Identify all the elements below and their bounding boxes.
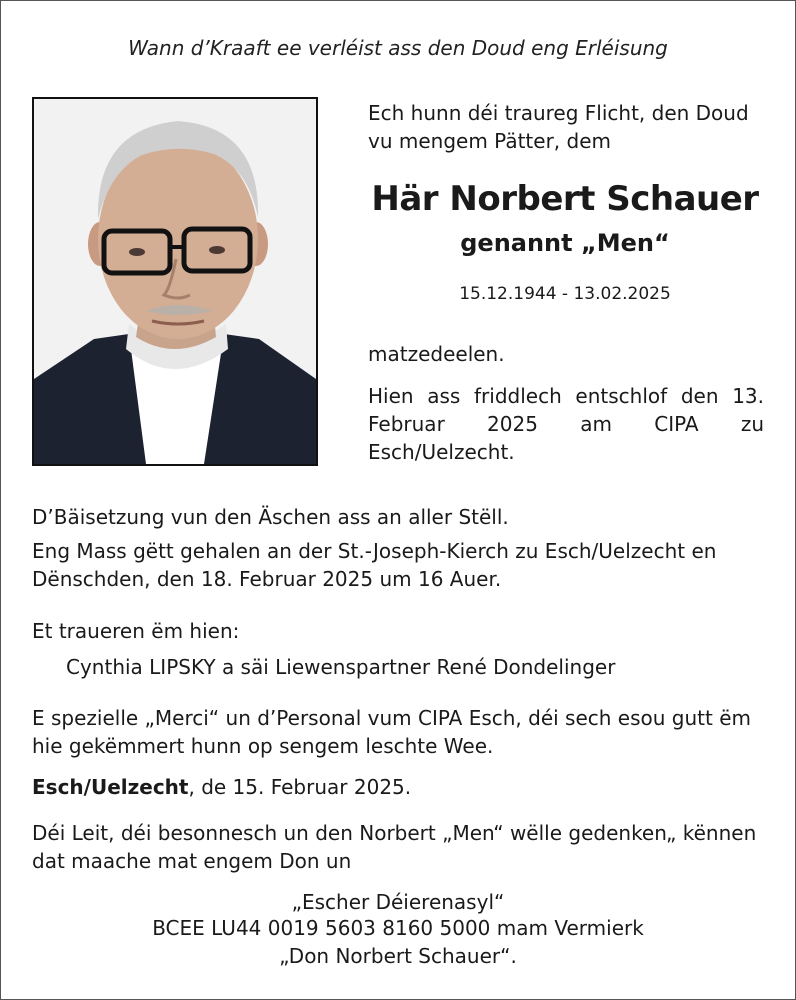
donation-intro: Déi Leit, déi besonnesch un den Norbert „Men“ wëlle gedenken„ kënnen dat maache mat engem Don un — [32, 821, 757, 873]
burial-info: D’Bäisetzung vun den Äschen ass an aller Stëll. — [32, 505, 509, 529]
place-date: , de 15. Februar 2025. — [188, 775, 412, 799]
death-notice: Hien ass friddlech entschlof den 13. Februar 2025 am CIPA zu Esch/Uelzecht. — [368, 384, 764, 464]
thanks-text: E spezielle „Merci“ un d’Personal vum CIPA Esch, déi sech esou gutt ëm hie gekëmmert hunn op sengem leschte Wee. — [32, 706, 752, 758]
mourner-name: Cynthia LIPSKY a säi Liewenspartner René Dondelinger — [66, 655, 616, 679]
mourners-intro: Et traueren ëm hien: — [32, 619, 240, 643]
mass-info: Eng Mass gëtt gehalen an der St.-Joseph-Kierch zu Esch/Uelzecht en Dënschden, den 18. Februar 2025 um 16 Auer. — [32, 539, 717, 591]
donation-recipient: „Escher Déierenasyl“ — [291, 890, 505, 914]
intro-text: Ech hunn déi traureg Flicht, den Doud vu mengem Pätter, dem — [368, 101, 749, 153]
deceased-name: Här Norbert Schauer — [371, 179, 759, 219]
announcement-ending: matzedeelen. — [368, 342, 505, 366]
place-city: Esch/Uelzecht — [32, 775, 189, 799]
portrait-photo — [32, 97, 318, 466]
place-and-date — [32, 773, 767, 801]
donation-account: BCEE LU44 0019 5603 8160 5000 mam Vermierk — [152, 916, 644, 940]
life-dates: 15.12.1944 - 13.02.2025 — [459, 284, 671, 304]
deceased-nickname: genannt „Men“ — [460, 229, 670, 257]
motto: Wann d’Kraaft ee verléist ass den Doud eng Erléisung — [128, 36, 668, 60]
donation-reference: „Don Norbert Schauer“. — [279, 944, 517, 968]
